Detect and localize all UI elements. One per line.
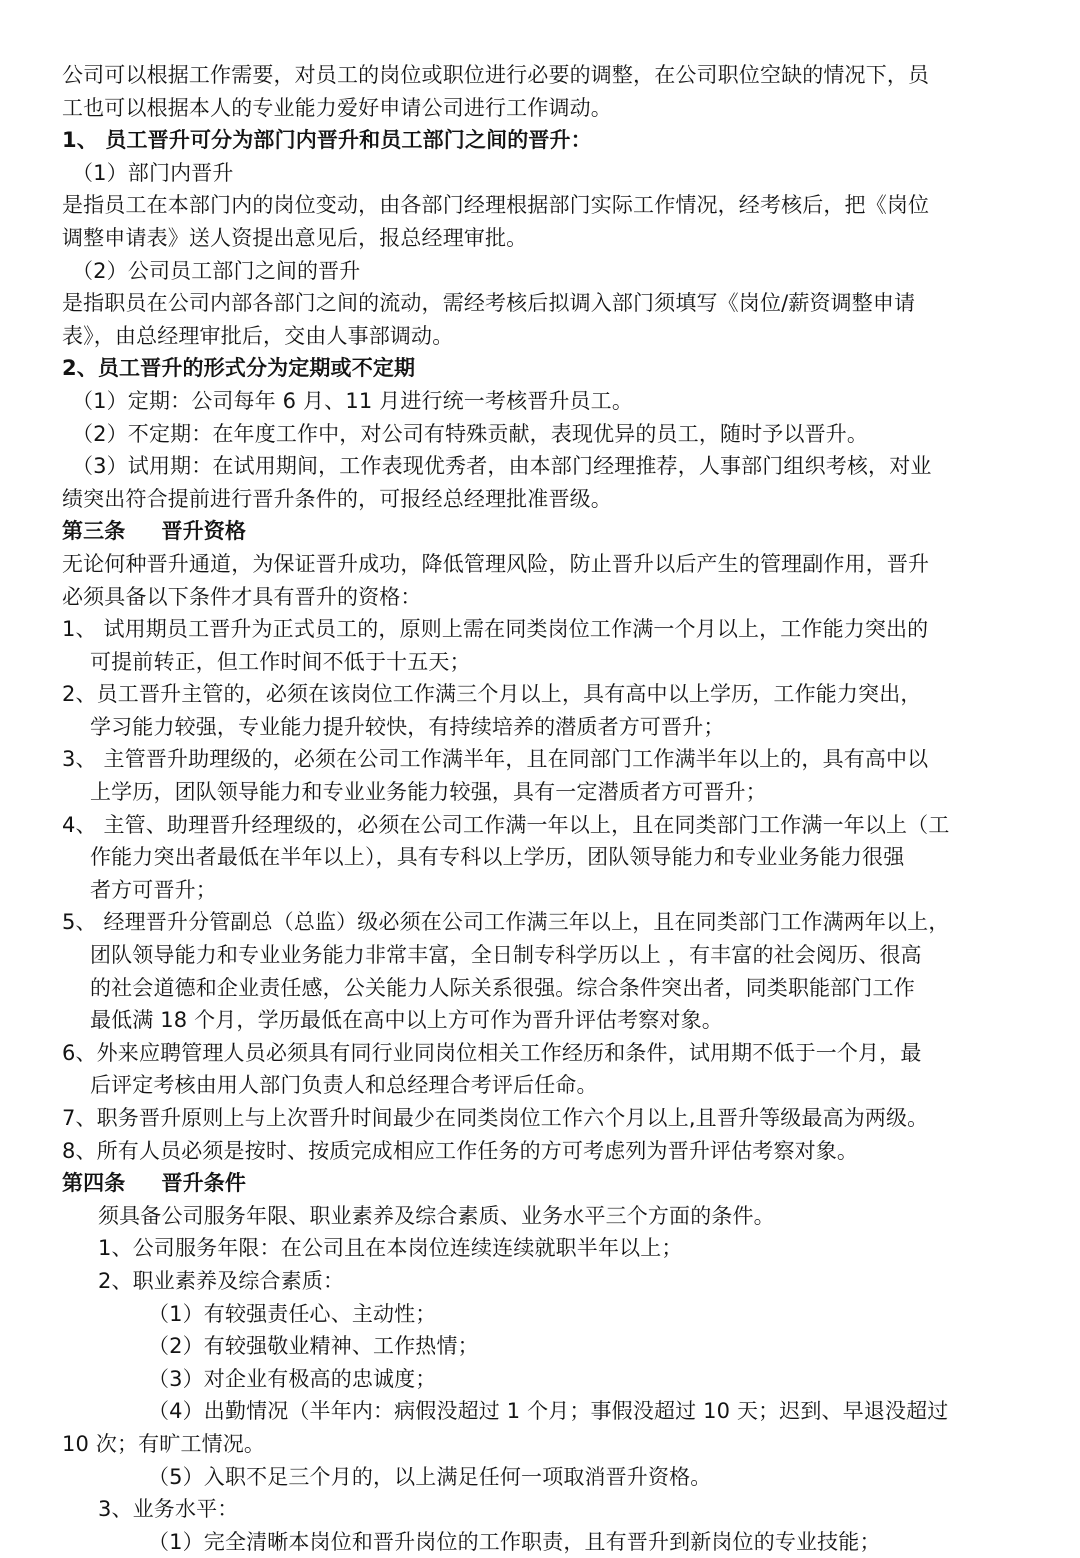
article-heading-3 [62, 515, 1024, 548]
list-item: （3）试用期：在试用期间，工作表现优秀者，由本部门经理推荐，人事部门组织考核，对业 [72, 454, 932, 479]
list-item-continuation: 团队领导能力和专业业务能力非常丰富，全日制专科学历以上 ，有丰富的社会阅历、很高 [90, 943, 922, 968]
list-item: 3、业务水平： [98, 1497, 239, 1522]
list-item: 1、 试用期员工晋升为正式员工的，原则上需在同类岗位工作满一个月以上，工作能力突出的 [62, 617, 929, 642]
list-item: 7、职务晋升原则上与上次晋升时间最少在同类岗位工作六个月以上,且晋升等级最高为两级。 [62, 1106, 929, 1130]
list-item-continuation: 学习能力较强，专业能力提升较快，有持续培养的潜质者方可晋升； [90, 714, 725, 739]
list-item-continuation: 绩突出符合提前进行晋升条件的，可报经总经理批准晋级。 [62, 486, 612, 511]
paragraph-line: 调整申请表》送人资提出意见后，报总经理审批。 [62, 225, 528, 250]
list-item: 1、公司服务年限：在公司且在本岗位连续连续就职半年以上； [98, 1236, 683, 1261]
article-number: 第三条 [62, 519, 126, 544]
intro-line-2: 工也可以根据本人的专业能力爱好申请公司进行工作调动。 [62, 95, 612, 120]
subheading-1: （1）部门内晋升 [72, 160, 234, 185]
list-item: 2、员工晋升主管的，必须在该岗位工作满三个月以上，具有高中以上学历，工作能力突出， [62, 682, 922, 707]
list-item: 6、外来应聘管理人员必须具有同行业同岗位相关工作经历和条件，试用期不低于一个月，最 [62, 1040, 922, 1065]
sub-list-item: （1）完全清晰本岗位和晋升岗位的工作职责，且有晋升到新岗位的专业技能； [148, 1529, 881, 1554]
article-number: 第四条 [62, 1171, 126, 1196]
sub-list-item-continuation: 10 次；有旷工情况。 [62, 1431, 266, 1456]
article-title: 晋升条件 [161, 1171, 247, 1196]
list-item-continuation: 最低满 18 个月，学历最低在高中以上方可作为晋升评估考察对象。 [90, 1008, 723, 1033]
paragraph-line: 须具备公司服务年限、职业素养及综合素质、业务水平三个方面的条件。 [98, 1203, 775, 1228]
intro-line-1: 公司可以根据工作需要，对员工的岗位或职位进行必要的调整，在公司职位空缺的情况下，员 [62, 63, 930, 87]
sub-list-item: （4）出勤情况（半年内：病假没超过 1 个月；事假没超过 10 天；迟到、早退没超过 [148, 1399, 949, 1424]
paragraph-line: 是指员工在本部门内的岗位变动，由各部门经理根据部门实际工作情况，经考核后，把《岗位 [62, 193, 930, 218]
sub-list-item: （3）对企业有极高的忠诚度； [148, 1366, 437, 1391]
list-item: （1）定期：公司每年 6 月、11 月进行统一考核晋升员工。 [72, 388, 633, 413]
list-item: 8、所有人员必须是按时、按质完成相应工作任务的方可考虑列为晋升评估考察对象。 [62, 1138, 859, 1163]
list-item-continuation: 者方可晋升； [90, 877, 217, 902]
list-item: 5、 经理晋升分管副总（总监）级必须在公司工作满三年以上，且在同类部门工作满两年以上， [62, 910, 950, 935]
paragraph-line: 是指职员在公司内部各部门之间的流动，需经考核后拟调入部门须填写《岗位/薪资调整申请 [62, 291, 916, 316]
section-heading-1: 1、 员工晋升可分为部门内晋升和员工部门之间的晋升： [62, 128, 592, 153]
paragraph-line: 表》，由总经理审批后，交由人事部调动。 [62, 323, 454, 348]
list-item-continuation: 作能力突出者最低在半年以上），具有专科以上学历，团队领导能力和专业业务能力很强 [90, 845, 905, 870]
list-item: 4、 主管、助理晋升经理级的，必须在公司工作满一年以上，且在同类部门工作满一年以上（工 [62, 812, 950, 837]
paragraph-line: 无论何种晋升通道，为保证晋升成功，降低管理风险，防止晋升以后产生的管理副作用，晋升 [62, 551, 930, 576]
list-item: 3、 主管晋升助理级的，必须在公司工作满半年，且在同部门工作满半年以上的，具有高中以 [62, 747, 929, 772]
section-heading-2: 2、员工晋升的形式分为定期或不定期 [62, 356, 416, 381]
document-page [62, 59, 1024, 1558]
article-heading-4 [62, 1167, 1024, 1200]
list-item-continuation: 后评定考核由用人部门负责人和总经理合考评后任命。 [90, 1073, 598, 1098]
subheading-2: （2）公司员工部门之间的晋升 [72, 258, 361, 283]
paragraph-line: 必须具备以下条件才具有晋升的资格： [62, 584, 422, 609]
sub-list-item: （2）有较强敬业精神、工作热情； [148, 1334, 479, 1359]
sub-list-item: （5）入职不足三个月的，以上满足任何一项取消晋升资格。 [148, 1464, 712, 1489]
list-item: （2）不定期：在年度工作中，对公司有特殊贡献，表现优异的员工，随时予以晋升。 [72, 421, 869, 446]
list-item-continuation: 上学历，团队领导能力和专业业务能力较强，具有一定潜质者方可晋升； [90, 780, 767, 805]
article-title: 晋升资格 [161, 519, 247, 544]
list-item-continuation: 可提前转正，但工作时间不低于十五天； [90, 649, 471, 674]
list-item-continuation: 的社会道德和企业责任感，公关能力人际关系很强。综合条件突出者，同类职能部门工作 [90, 975, 915, 1000]
list-item: 2、职业素养及综合素质： [98, 1268, 345, 1293]
sub-list-item: （1）有较强责任心、主动性； [148, 1301, 437, 1326]
